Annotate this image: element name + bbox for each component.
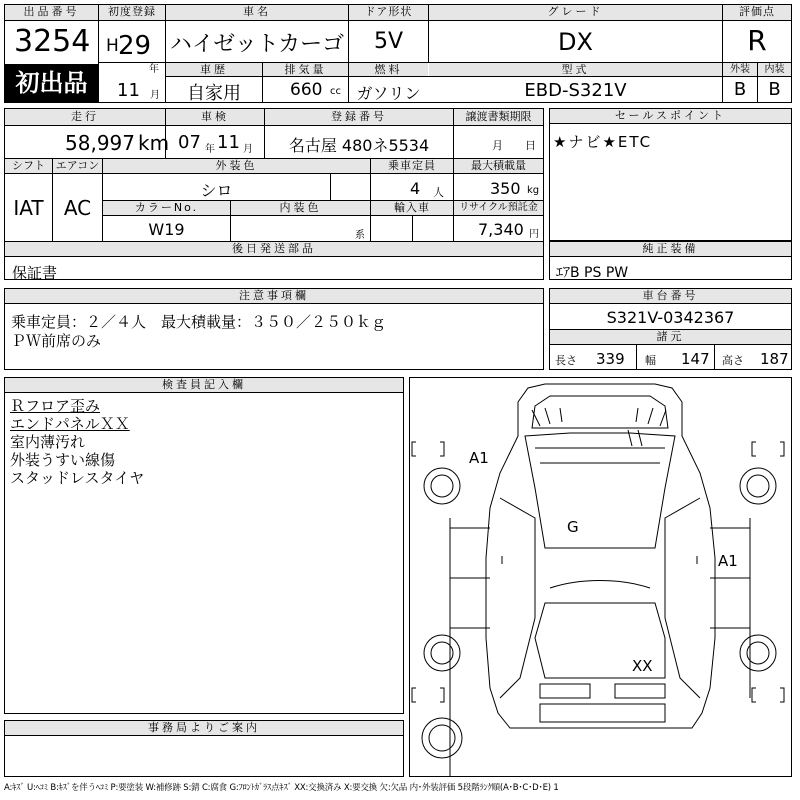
max-load-unit: kg [527,185,540,196]
exterior-color: シロ [200,181,233,200]
length: 339 [596,350,625,368]
first-reg-year: 29 [118,31,152,61]
capacity-label: 乗車定員 [371,159,453,174]
equipment: ｴｱB PS PW [556,265,629,281]
chassis-number: S321V-0342367 [606,308,735,327]
selling-block [549,108,792,241]
color-number: W19 [148,220,185,239]
interior-grade: B [768,79,781,100]
inspector-line: 外装うすい線傷 [10,451,116,469]
max-load-label: 最大積載量 [454,159,543,174]
model: EBD-S321V [524,80,627,101]
shift: IAT [13,196,44,220]
first-listing-badge: 初出品 [5,64,98,102]
import-label: 輸入車 [371,201,453,216]
fuel: ガソリン [356,84,421,103]
exterior-label: 外装 [723,63,757,77]
height-label: 高さ [722,354,744,367]
inspector-line: Ｒフロア歪み [10,397,101,415]
damage-mark: G [567,518,579,536]
first-reg-label: 初度登録 [99,5,165,21]
inspection-month: 11 [217,132,240,153]
score-label: 評価点 [723,5,791,21]
inspector-line: エンドパネルＸＸ [10,415,130,433]
door-label: ドア形状 [349,5,428,21]
width-label: 幅 [645,354,656,367]
listing-no-label: 出品番号 [5,5,98,21]
height: 187 [760,350,789,368]
first-reg-month: 11 [117,80,140,101]
displacement: 660 [290,80,323,100]
inspection-year: 07 [178,132,201,153]
car-diagram [410,378,791,776]
grade: DX [558,28,593,56]
length-label: 長さ [555,354,577,367]
inspection-year-unit: 年 [205,144,215,155]
chassis-label: 車台番号 [550,289,791,304]
grade-label: グレード [429,5,722,21]
max-load: 350 [490,179,521,198]
deferred-label: 後日発送部品 [5,242,543,257]
width: 147 [681,350,710,368]
capacity-unit: 人 [433,186,444,199]
caution-line-2: ＰＷ前席のみ [11,332,102,350]
car-name-label: 車名 [166,5,348,21]
history: 自家用 [187,83,241,104]
fuel-label: 燃料 [349,63,428,77]
deferred-parts: 保証書 [12,264,58,282]
air-conditioner: AC [63,196,92,220]
legend: A:ｷｽﾞ U:ﾍｺﾐ B:ｷｽﾞを伴うﾍｺﾐ P:要塗装 W:補修跡 S:錆 C:腐食 G:ﾌﾛﾝﾄｶﾞﾗｽ点ｷｽﾞ XX:交換済み X:要交換 欠:欠品 内･外装評価 5段階ﾗﾝｸ順(A･B･C･D･E) 1 [4,783,559,793]
transfer-month-unit: 月 [492,139,503,152]
ext-color-label: 外装色 [103,159,370,174]
recycle-unit: 円 [529,229,539,240]
mileage-label: 走行 [5,109,165,126]
recycle-label: リサイクル預託金 [454,201,543,216]
displacement-label: 排気量 [263,63,348,77]
damage-mark: A1 [718,552,738,570]
listing-number: 3254 [14,24,91,59]
model-label: 型式 [429,63,722,77]
ac-label: エアコン [53,159,102,174]
inspection-label: 車検 [166,109,264,126]
inspector-label: 検査員記入欄 [5,378,403,393]
selling-label: セールスポイント [550,109,791,124]
capacity: 4 [410,179,421,198]
era: H [106,36,119,56]
displacement-unit: cc [330,86,341,97]
shift-label: シフト [5,159,52,174]
caution-label: 注意事項欄 [5,289,543,304]
inspector-line: 室内薄汚れ [10,433,86,451]
selling-points: ★ナビ★ETC [553,133,653,151]
history-label: 車歴 [166,63,262,77]
damage-mark: XX [632,657,653,675]
registration-number: 名古屋 480ネ5534 [288,136,430,155]
color-no-label: カラーNo. [103,201,230,216]
int-color-unit: 系 [355,230,365,241]
inspection-month-unit: 月 [243,144,253,155]
mileage: 58,997 [65,131,135,155]
transfer-day-unit: 日 [525,139,536,152]
month-unit: 月 [150,90,160,101]
reg-no-label: 登録番号 [265,109,453,126]
score: R [747,24,767,57]
recycle-fee: 7,340 [478,220,524,239]
transfer-label: 譲渡書類期限 [454,109,543,126]
mileage-unit: km [138,131,170,155]
exterior-grade: B [733,79,747,100]
dims-label: 諸元 [550,330,791,345]
interior-label: 内装 [758,63,791,77]
int-color-label: 内装色 [231,201,370,216]
inspector-line: スタッドレスタイヤ [10,469,145,487]
damage-mark: A1 [469,449,489,467]
year-unit: 年 [149,64,159,75]
equipment-label: 純正装備 [550,242,791,257]
caution-line-1: 乗車定員：２／４人 最大積載量：３５０／２５０ｋｇ [11,313,387,331]
door-type: 5V [373,29,404,54]
office-label: 事務局よりご案内 [5,721,403,736]
car-name: ハイゼットカーゴ [169,32,345,57]
